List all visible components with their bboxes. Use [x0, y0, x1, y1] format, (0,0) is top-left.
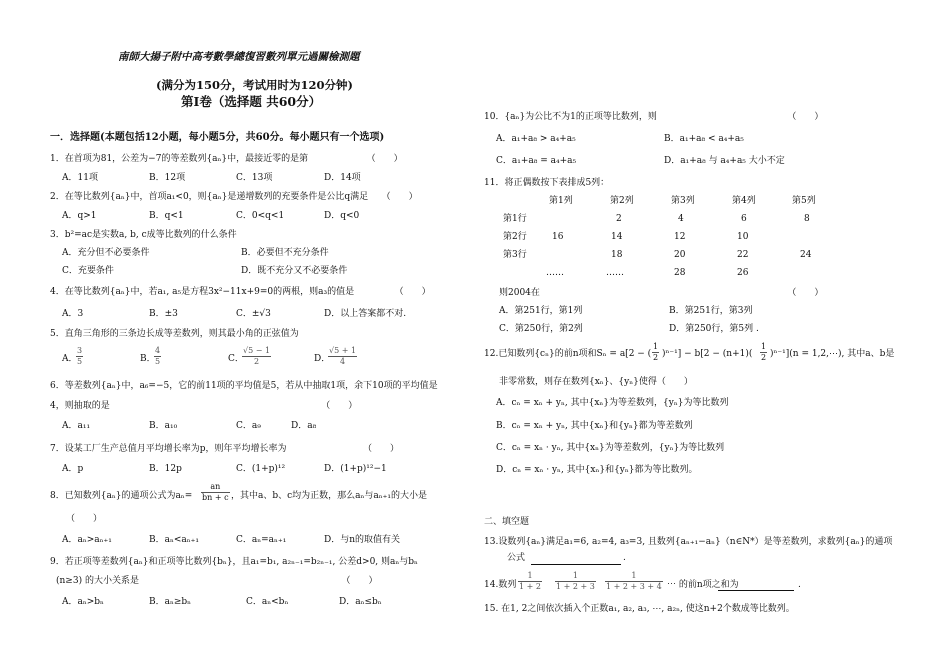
question-6-line2: 4，则抽取的是 （ ） — [50, 401, 358, 411]
q5-fraction-c: $\frac{√5 - 1}{2}$ — [243, 346, 271, 366]
question-4: 4．在等比数列{aₙ}中，若a₁, a₅是方程3x²−11x+9=0的两根，则a₃的值是 （ ） — [50, 287, 431, 297]
q6-option-a: A．a₁₁ — [62, 421, 91, 431]
q5-fraction-a: $\frac{3}{5}$ — [77, 346, 83, 366]
q4-option-d: D．以上答案都不对. — [324, 309, 407, 319]
q11-option-d: D．第250行，第5列 . — [669, 324, 759, 334]
question-10: 10．{aₙ}为公比不为1的正项等比数列，则 （ ） — [484, 112, 824, 122]
table-cell: 8 — [804, 214, 810, 224]
q1-option-a: A．11项 — [62, 173, 98, 183]
question-15: 15. 在1, 2之间依次插入个正数a₁, a₂, a₃, ⋯, a₂ₙ, 使这n+2个数成等比数列。 — [484, 604, 795, 614]
q7-option-b: B．12p — [149, 464, 182, 474]
q12-option-b: B．cₙ = xₙ + yₙ, 其中{xₙ}和{yₙ}都为等差数列 — [496, 421, 693, 431]
q14-fraction-2: $\frac{1}{1 + 2 + 3}$ — [556, 571, 595, 591]
q5-fraction-d: $\frac{√5 + 1}{4}$ — [329, 346, 357, 366]
table-header-col4: 第4列 — [732, 196, 756, 206]
q5-option-d: D． — [314, 354, 331, 364]
q2-option-c: C．0<q<1 — [236, 211, 285, 221]
q4-option-a: A．3 — [62, 309, 84, 319]
table-header-col2: 第2列 — [610, 196, 634, 206]
question-12-middle: )ⁿ⁻¹] − b[2 − (n+1)( — [662, 349, 753, 359]
table-cell: 4 — [678, 214, 684, 224]
table-cell: 22 — [737, 250, 749, 260]
q2-option-a: A．q>1 — [62, 211, 97, 221]
q8-option-d: D．与n的取值有关 — [324, 535, 401, 545]
q5-fraction-b: $\frac{4}{5}$ — [155, 346, 161, 366]
q12-option-d: D．cₙ = xₙ · yₙ, 其中{xₙ}和{yₙ}都为等比数列。 — [496, 465, 698, 475]
question-13: 13.设数列{aₙ}满足a₁=6, a₂=4, a₃=3, 且数列{aₙ₊₁−aₙ}（n∈N*）是等差数列，求数列{aₙ}的通项 — [484, 537, 893, 547]
q9-option-c: C．aₙ<bₙ — [246, 597, 289, 607]
q5-option-c: C． — [228, 354, 244, 364]
question-1: 1．在首项为81，公差为−7的等差数列{aₙ}中，最接近零的是第 （ ） — [50, 154, 403, 164]
q12-fraction-2: $\frac{1}{2}$ — [761, 342, 767, 362]
q1-option-c: C．13项 — [236, 173, 273, 183]
question-12-stem: 12.已知数列{cₙ}的前n项和Sₙ = a[2 − ( — [484, 349, 652, 359]
table-header-col5: 第5列 — [792, 196, 816, 206]
question-12-line2: 非零常数，则存在数列{xₙ}、{yₙ}使得（ ） — [499, 377, 693, 387]
q2-option-b: B．q<1 — [149, 211, 184, 221]
question-14-tail: ⋯ 的前n项之和为 — [667, 580, 739, 590]
q7-option-d: D．(1+p)¹²−1 — [324, 464, 387, 474]
table-cell: 10 — [737, 232, 749, 242]
q10-option-c: C．a₁+a₈ = a₄+a₅ — [496, 156, 577, 166]
q10-option-d: D．a₁+a₈ 与 a₄+a₅ 大小不定 — [664, 156, 785, 166]
q14-fraction-1: $\frac{1}{1 + 2}$ — [519, 571, 541, 591]
question-14-stem: 14.数列 — [484, 580, 517, 590]
q4-option-b: B．±3 — [149, 309, 178, 319]
table-cell: 24 — [800, 250, 812, 260]
part-heading: 第Ⅰ卷（选择题 共60分） — [181, 94, 322, 109]
table-header-col3: 第3列 — [671, 196, 695, 206]
question-3: 3．b²=ac是实数a, b, c成等比数列的什么条件 — [50, 230, 237, 240]
table-cell: 28 — [674, 268, 686, 278]
q6-option-b: B．a₁₀ — [149, 421, 178, 431]
table-cell: 2 — [616, 214, 622, 224]
q3-option-b: B．必要但不充分条件 — [241, 248, 329, 258]
table-cell: 20 — [674, 250, 686, 260]
q14-answer-blank[interactable] — [718, 589, 794, 591]
q3-option-d: D．既不充分又不必要条件 — [241, 266, 348, 276]
q8-option-c: C．aₙ=aₙ₊₁ — [236, 535, 287, 545]
table-cell: 12 — [674, 232, 686, 242]
q1-option-b: B．12项 — [149, 173, 186, 183]
q9-option-a: A．aₙ>bₙ — [62, 597, 104, 607]
question-11: 11．将正偶数按下表排成5列： — [484, 178, 610, 188]
q8-option-a: A．aₙ>aₙ₊₁ — [62, 535, 112, 545]
question-11-line2: 则2004在 （ ） — [499, 288, 824, 298]
question-12-tail: )ⁿ⁻¹](n = 1,2,⋯), 其中a、b是 — [770, 349, 895, 359]
q5-option-b: B． — [140, 354, 156, 364]
question-13-line2: 公式 — [507, 553, 526, 563]
q5-option-a: A． — [62, 354, 78, 364]
table-cell: 16 — [552, 232, 564, 242]
question-8-stem: 8．已知数列{aₙ}的通项公式为aₙ= — [50, 491, 193, 501]
question-8-tail: ，其中a、b、c均为正数，那么aₙ与aₙ₊₁的大小是 — [231, 491, 428, 501]
question-9-line2: (n≥3) 的大小关系是 （ ） — [56, 576, 378, 586]
q13-period: . — [623, 553, 626, 563]
q14-fraction-3: $\frac{1}{1 + 2 + 3 + 4}$ — [606, 571, 662, 591]
table-cell: 18 — [611, 250, 623, 260]
q11-option-b: B．第251行，第3列 — [669, 306, 753, 316]
page-title: 南師大揚子附中高考數學總復習數列單元過關檢測題 — [118, 51, 360, 63]
q12-fraction-1: $\frac{1}{2}$ — [653, 342, 659, 362]
question-2: 2．在等比数列{aₙ}中，首项a₁<0，则{aₙ}是递增数列的充要条件是公比q满足 （ ） — [50, 192, 418, 202]
section-heading-fill: 二、填空题 — [484, 517, 530, 527]
q13-answer-blank[interactable] — [531, 563, 621, 565]
q2-option-d: D．q<0 — [324, 211, 360, 221]
table-cell: 26 — [737, 268, 749, 278]
question-6-line1: 6．等差数列{aₙ}中，a₆=−5，它的前11项的平均值是5，若从中抽取1项，余下10项的平均值是 — [50, 381, 438, 391]
q9-option-b: B．aₙ≥bₙ — [149, 597, 192, 607]
q12-option-c: C．cₙ = xₙ · yₙ, 其中{xₙ}为等差数列，{yₙ}为等比数列 — [496, 443, 725, 453]
q8-option-b: B．aₙ<aₙ₊₁ — [149, 535, 200, 545]
table-cell: …… — [606, 268, 624, 278]
question-9-line1: 9．若正项等差数列{aₙ}和正项等比数列{bₙ}，且a₁=b₁, a₂ₙ₋₁=b₂ₙ₋₁, 公差d>0, 则aₙ与bₙ — [50, 557, 418, 567]
q11-option-c: C．第250行，第2列 — [499, 324, 583, 334]
q10-option-a: A．a₁+a₈ > a₄+a₅ — [496, 134, 576, 144]
q4-option-c: C．±√3 — [236, 309, 271, 319]
q8-fraction: $\frac{an}{bn + c}$ — [202, 482, 229, 502]
q7-option-c: C．(1+p)¹² — [236, 464, 286, 474]
section-heading-choice: 一．选择题(本题包括12小题，每小题5分，共60分。每小题只有一个选项) — [50, 132, 385, 143]
q6-option-d: D．a₈ — [291, 421, 317, 431]
q14-period: . — [798, 580, 801, 590]
table-cell: …… — [546, 268, 564, 278]
q12-option-a: A．cₙ = xₙ + yₙ, 其中{xₙ}为等差数列，{yₙ}为等比数列 — [496, 398, 729, 408]
table-row-label: 第2行 — [503, 232, 527, 242]
table-cell: 6 — [741, 214, 747, 224]
page-subtitle: (满分为150分，考试用时为120分钟) — [156, 78, 353, 92]
q6-option-c: C．a₉ — [236, 421, 261, 431]
q8-answer-paren: （ ） — [66, 514, 103, 524]
table-header-col1: 第1列 — [549, 196, 573, 206]
q11-option-a: A．第251行，第1列 — [499, 306, 583, 316]
table-row-label: 第1行 — [503, 214, 527, 224]
q7-option-a: A．p — [62, 464, 84, 474]
question-5: 5．直角三角形的三条边长成等差数列，则其最小角的正弦值为 — [50, 329, 299, 339]
q1-option-d: D．14项 — [324, 173, 361, 183]
table-cell: 14 — [611, 232, 623, 242]
q3-option-a: A．充分但不必要条件 — [62, 248, 150, 258]
q3-option-c: C．充要条件 — [62, 266, 114, 276]
table-row-label: 第3行 — [503, 250, 527, 260]
q10-option-b: B．a₁+a₈ < a₄+a₅ — [664, 134, 744, 144]
q9-option-d: D．aₙ≤bₙ — [339, 597, 382, 607]
question-7: 7．设某工厂生产总值月平均增长率为p，则年平均增长率为 （ ） — [50, 444, 399, 454]
